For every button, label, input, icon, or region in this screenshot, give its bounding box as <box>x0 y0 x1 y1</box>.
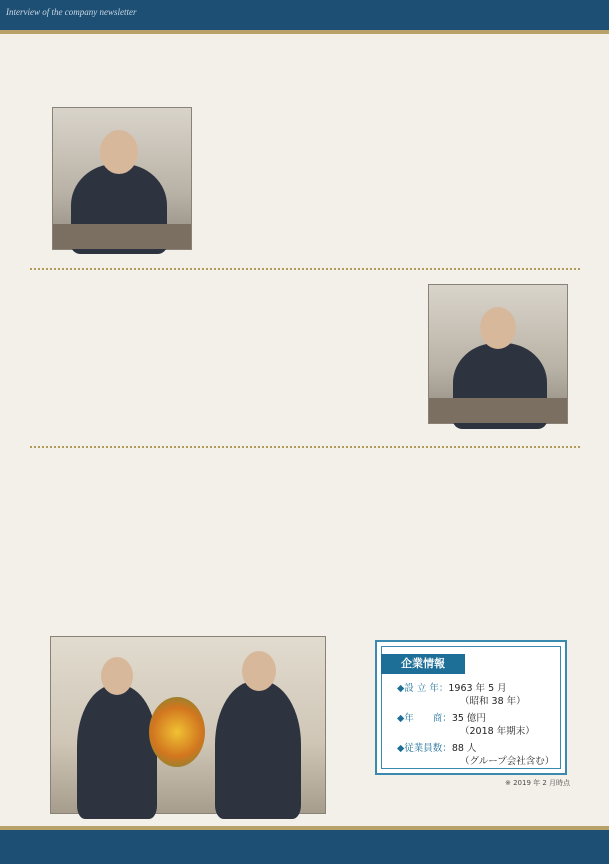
company-info-row: （2018 年期末） <box>460 726 535 737</box>
interview-photo-1 <box>52 107 192 250</box>
footer-band <box>0 830 609 864</box>
handshake-photo <box>50 636 326 814</box>
article-text-1 <box>218 50 586 260</box>
company-info-row: ◆年 商：35 億円 <box>397 713 486 724</box>
section-divider-1 <box>30 268 580 270</box>
header-title: Interview of the company newsletter <box>6 7 137 17</box>
company-info-row: ◆設 立 年：1963 年 5 月 <box>397 683 507 694</box>
company-info-row: ◆従業員数：88 人 <box>397 743 477 754</box>
article-text-2 <box>28 278 420 440</box>
section-divider-2 <box>30 446 580 448</box>
company-info-note: ※ 2019 年 2 月時点 <box>505 779 571 787</box>
company-info-row: （グループ会社含む） <box>460 756 555 767</box>
interview-photo-2 <box>428 284 568 424</box>
company-info-row: （昭和 38 年） <box>460 696 526 707</box>
header-rule <box>0 30 609 34</box>
header-band <box>0 0 609 30</box>
article-text-3 <box>28 456 576 624</box>
company-info-box <box>375 640 567 775</box>
company-info-title: 企業情報 <box>381 654 465 674</box>
